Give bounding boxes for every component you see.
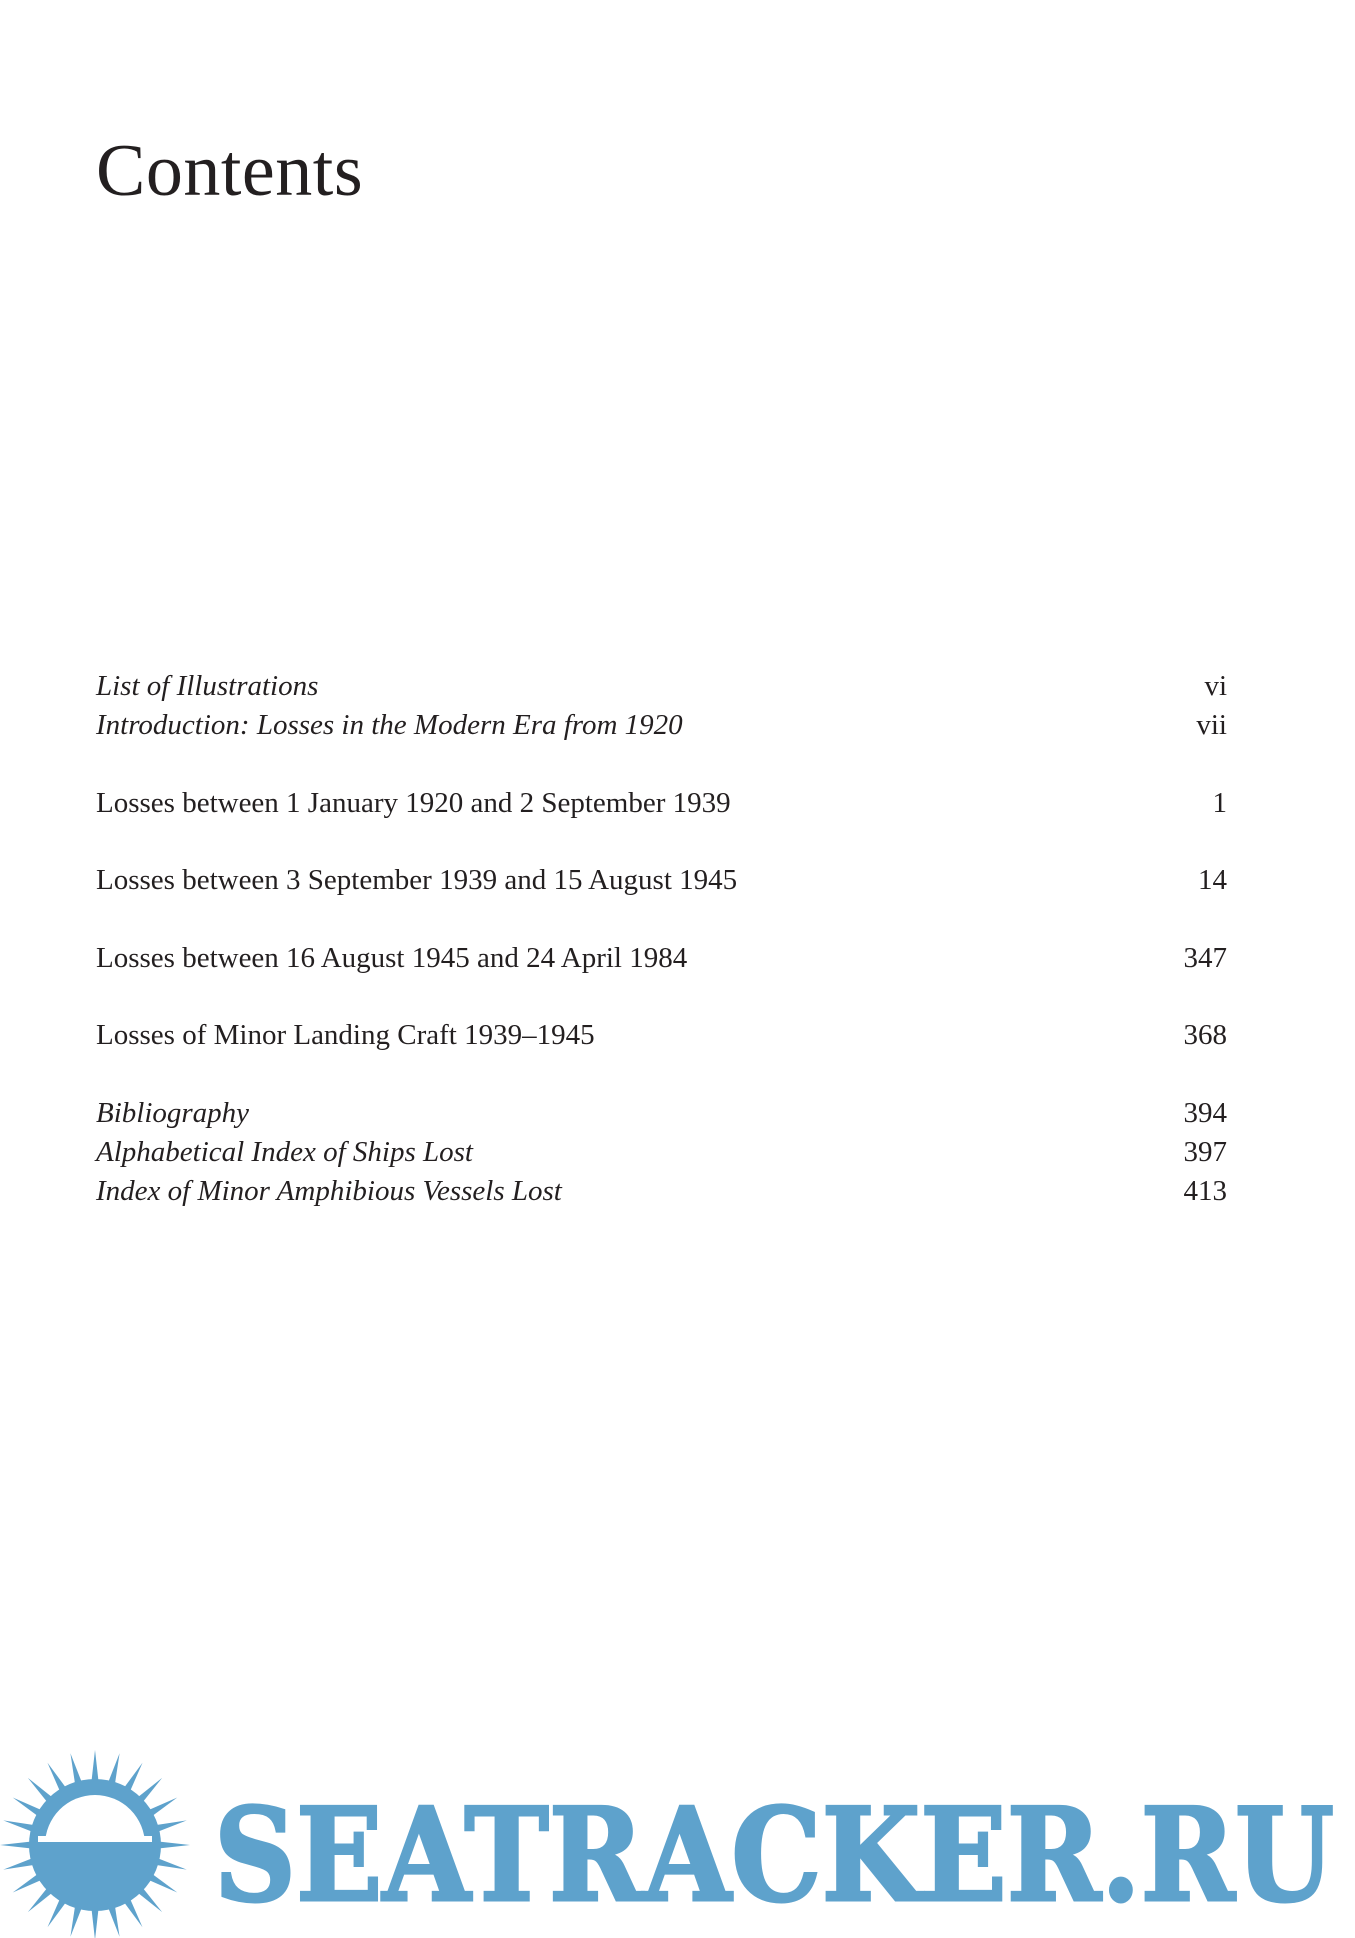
toc-entry-alphabetical-index[interactable] [96,1134,1227,1170]
toc-entry-page: 413 [1183,1175,1227,1207]
toc-entry-label: Losses of Minor Landing Craft 1939–1945 [96,1019,595,1051]
toc-entry-losses-1945-1984[interactable] [96,940,1227,976]
toc-entry-label: Losses between 3 September 1939 and 15 August 1945 [96,864,738,896]
sun-icon [0,1750,190,1938]
toc-entry-label: Introduction: Losses in the Modern Era from 1920 [96,709,683,741]
toc-entry-losses-1939-1945[interactable] [96,862,1227,898]
toc-entry-page: 347 [1183,942,1227,974]
watermark-text: SEATRACKER.RU [214,1781,1334,1931]
toc-entry-label: List of Illustrations [96,670,319,702]
watermark [0,1740,1355,1938]
toc-entry-page: 368 [1183,1019,1227,1051]
toc-entry-label: Alphabetical Index of Ships Lost [96,1136,473,1168]
toc-entry-page: 394 [1183,1097,1227,1129]
toc-entry-page: vii [1196,709,1227,741]
toc-entry-label: Bibliography [96,1097,250,1129]
toc-entry-minor-landing-craft[interactable] [96,1017,1227,1053]
toc-entry-list-of-illustrations[interactable] [96,668,1227,704]
toc-entry-minor-amphibious-index[interactable] [96,1173,1227,1209]
toc-entry-introduction[interactable] [96,707,1227,743]
toc-entry-page: vi [1204,670,1227,702]
toc-entry-losses-1920-1939[interactable] [96,785,1227,821]
toc-entry-label: Losses between 16 August 1945 and 24 April 1984 [96,942,688,974]
page-title: Contents [96,130,364,212]
toc-entry-bibliography[interactable] [96,1095,1227,1131]
toc-entry-page: 397 [1183,1136,1227,1168]
toc-entry-label: Losses between 1 January 1920 and 2 September 1939 [96,787,731,819]
toc-entry-page: 1 [1212,787,1227,819]
toc-entry-label: Index of Minor Amphibious Vessels Lost [96,1175,562,1207]
toc-entry-page: 14 [1198,864,1227,896]
